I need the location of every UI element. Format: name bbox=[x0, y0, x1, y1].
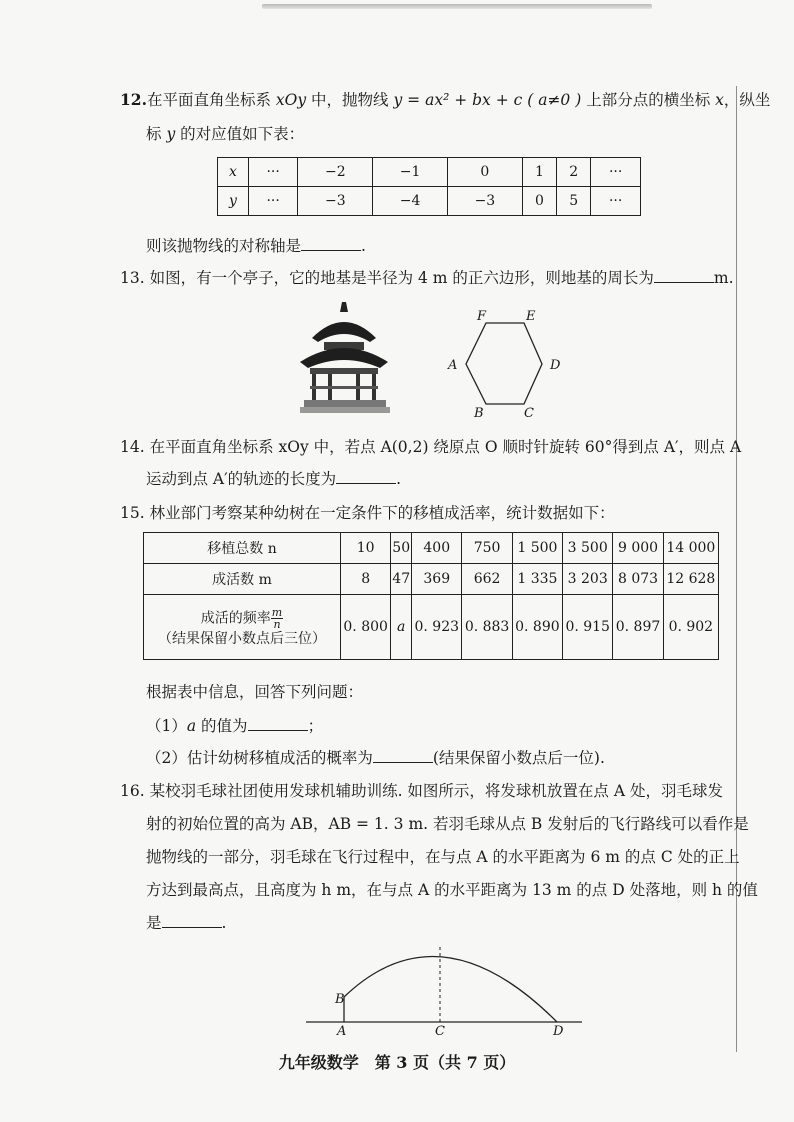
table-row-n bbox=[144, 533, 719, 564]
table-cell: 10 bbox=[341, 533, 391, 564]
table-cell: 0. 923 bbox=[412, 595, 462, 660]
table-cell: ··· bbox=[591, 158, 641, 187]
table-cell: 400 bbox=[412, 533, 462, 564]
fraction-numerator: m bbox=[271, 605, 283, 619]
page-edge-line bbox=[736, 86, 737, 1052]
q15-part2: （2）估计幼树移植成活的概率为 (结果保留小数点后一位). bbox=[146, 749, 605, 767]
table-cell: y bbox=[218, 187, 249, 216]
table-cell: 0. 890 bbox=[512, 595, 562, 660]
table-cell: 8 073 bbox=[613, 564, 663, 595]
table-cell: 2 bbox=[557, 158, 591, 187]
table-cell: 750 bbox=[462, 533, 512, 564]
q14-line1: 14. 在平面直角坐标系 xOy 中，若点 A(0,2) 绕原点 O 顺时针旋转 60°得到点 A′，则点 A bbox=[120, 438, 742, 456]
hex-label-c: C bbox=[524, 406, 534, 420]
table-cell: 369 bbox=[412, 564, 462, 595]
table-cell: −1 bbox=[373, 158, 448, 187]
answer-blank[interactable] bbox=[373, 748, 433, 763]
page-footer: 九年级数学 第 3 页（共 7 页） bbox=[278, 1053, 516, 1072]
scan-top-bar bbox=[262, 4, 652, 9]
table-cell: 9 000 bbox=[613, 533, 663, 564]
table-cell: ··· bbox=[248, 158, 298, 187]
table-cell: 662 bbox=[462, 564, 512, 595]
table-cell: 0. 897 bbox=[613, 595, 663, 660]
answer-blank[interactable] bbox=[248, 716, 308, 731]
q15-data-table bbox=[143, 532, 719, 660]
parabola-path bbox=[344, 957, 557, 1022]
table-cell: 1 bbox=[522, 158, 556, 187]
table-cell: x bbox=[218, 158, 249, 187]
hex-label-a: A bbox=[448, 358, 458, 373]
frequency-note: （结果保留小数点后三位） bbox=[158, 630, 326, 647]
q12-line2: 标 y 的对应值如下表： bbox=[146, 125, 305, 143]
q15-intro: 15. 林业部门考察某种幼树在一定条件下的移植成活率，统计数据如下： bbox=[120, 504, 615, 522]
answer-blank[interactable] bbox=[162, 913, 222, 928]
table-cell: a bbox=[391, 595, 412, 660]
table-row-x bbox=[218, 158, 641, 187]
q16-line5: 是 . bbox=[146, 914, 227, 932]
table-cell: 0. 800 bbox=[341, 595, 391, 660]
frequency-label: 成活的频率 bbox=[200, 610, 271, 626]
q12-value-table bbox=[217, 157, 641, 216]
table-cell: −2 bbox=[298, 158, 373, 187]
table-cell: 8 bbox=[341, 564, 391, 595]
table-cell: −3 bbox=[448, 187, 523, 216]
table-cell: ··· bbox=[248, 187, 298, 216]
q15-ask: 根据表中信息，回答下列问题： bbox=[146, 683, 364, 701]
q16-line1: 16. 某校羽毛球社团使用发球机辅助训练. 如图所示，将发球机放置在点 A 处，羽毛球发 bbox=[120, 782, 723, 800]
table-cell: −4 bbox=[373, 187, 448, 216]
table-cell: 0. 883 bbox=[462, 595, 512, 660]
q12-answer: 则该抛物线的对称轴是 . bbox=[146, 237, 366, 255]
table-cell: 3 500 bbox=[563, 533, 613, 564]
table-cell: 5 bbox=[557, 187, 591, 216]
answer-blank[interactable] bbox=[336, 469, 396, 484]
table-cell: 47 bbox=[391, 564, 412, 595]
table-cell: 0 bbox=[522, 187, 556, 216]
hex-label-e: E bbox=[526, 309, 536, 324]
hexagon-figure bbox=[440, 305, 580, 420]
q12-line1: 12.在平面直角坐标系 xOy 中，抛物线 y = ax² + bx + c ( a≠0 ) 上部分点的横坐标 x，纵坐 bbox=[120, 90, 771, 109]
point-label-b: B bbox=[335, 992, 345, 1007]
table-header: 成活数 m bbox=[144, 564, 341, 595]
fraction-denominator: n bbox=[273, 617, 281, 631]
table-cell: 0 bbox=[448, 158, 523, 187]
table-header: 移植总数 n bbox=[144, 533, 341, 564]
table-row-m bbox=[144, 564, 719, 595]
hexagon-shape bbox=[466, 323, 542, 404]
table-cell: 1 500 bbox=[512, 533, 562, 564]
q15-part1: （1）a 的值为 ； bbox=[146, 717, 324, 735]
pavilion-image bbox=[296, 300, 396, 418]
trajectory-figure bbox=[300, 935, 590, 1035]
table-cell: 0. 915 bbox=[563, 595, 613, 660]
point-label-d: D bbox=[553, 1024, 564, 1035]
table-header bbox=[144, 595, 341, 660]
q16-line4: 方达到最高点，且高度为 h m，在与点 A 的水平距离为 13 m 的点 D 处落地，则 h 的值 bbox=[146, 881, 758, 899]
hex-label-d: D bbox=[550, 358, 561, 373]
fraction bbox=[271, 607, 283, 630]
answer-blank[interactable] bbox=[301, 236, 361, 251]
q16-line2: 射的初始位置的高为 AB，AB = 1. 3 m. 若羽毛球从点 B 发射后的飞行路线可以看作是 bbox=[146, 815, 749, 833]
hex-label-f: F bbox=[477, 309, 487, 324]
table-cell: 0. 902 bbox=[663, 595, 718, 660]
answer-blank[interactable] bbox=[654, 268, 714, 283]
table-cell: 12 628 bbox=[663, 564, 718, 595]
q14-line2: 运动到点 A′的轨迹的长度为 . bbox=[146, 470, 402, 488]
table-cell: 1 335 bbox=[512, 564, 562, 595]
point-label-c: C bbox=[435, 1024, 445, 1035]
q13-line: 13. 如图，有一个亭子，它的地基是半径为 4 m 的正六边形，则地基的周长为 m. bbox=[120, 269, 734, 287]
table-cell: −3 bbox=[298, 187, 373, 216]
table-cell: ··· bbox=[591, 187, 641, 216]
table-cell: 3 203 bbox=[563, 564, 613, 595]
hex-label-b: B bbox=[474, 406, 484, 420]
point-label-a: A bbox=[337, 1024, 347, 1035]
table-row-frequency bbox=[144, 595, 719, 660]
q16-line3: 抛物线的一部分，羽毛球在飞行过程中，在与点 A 的水平距离为 6 m 的点 C 处的正上 bbox=[146, 848, 740, 866]
table-row-y bbox=[218, 187, 641, 216]
table-cell: 50 bbox=[391, 533, 412, 564]
table-cell: 14 000 bbox=[663, 533, 718, 564]
